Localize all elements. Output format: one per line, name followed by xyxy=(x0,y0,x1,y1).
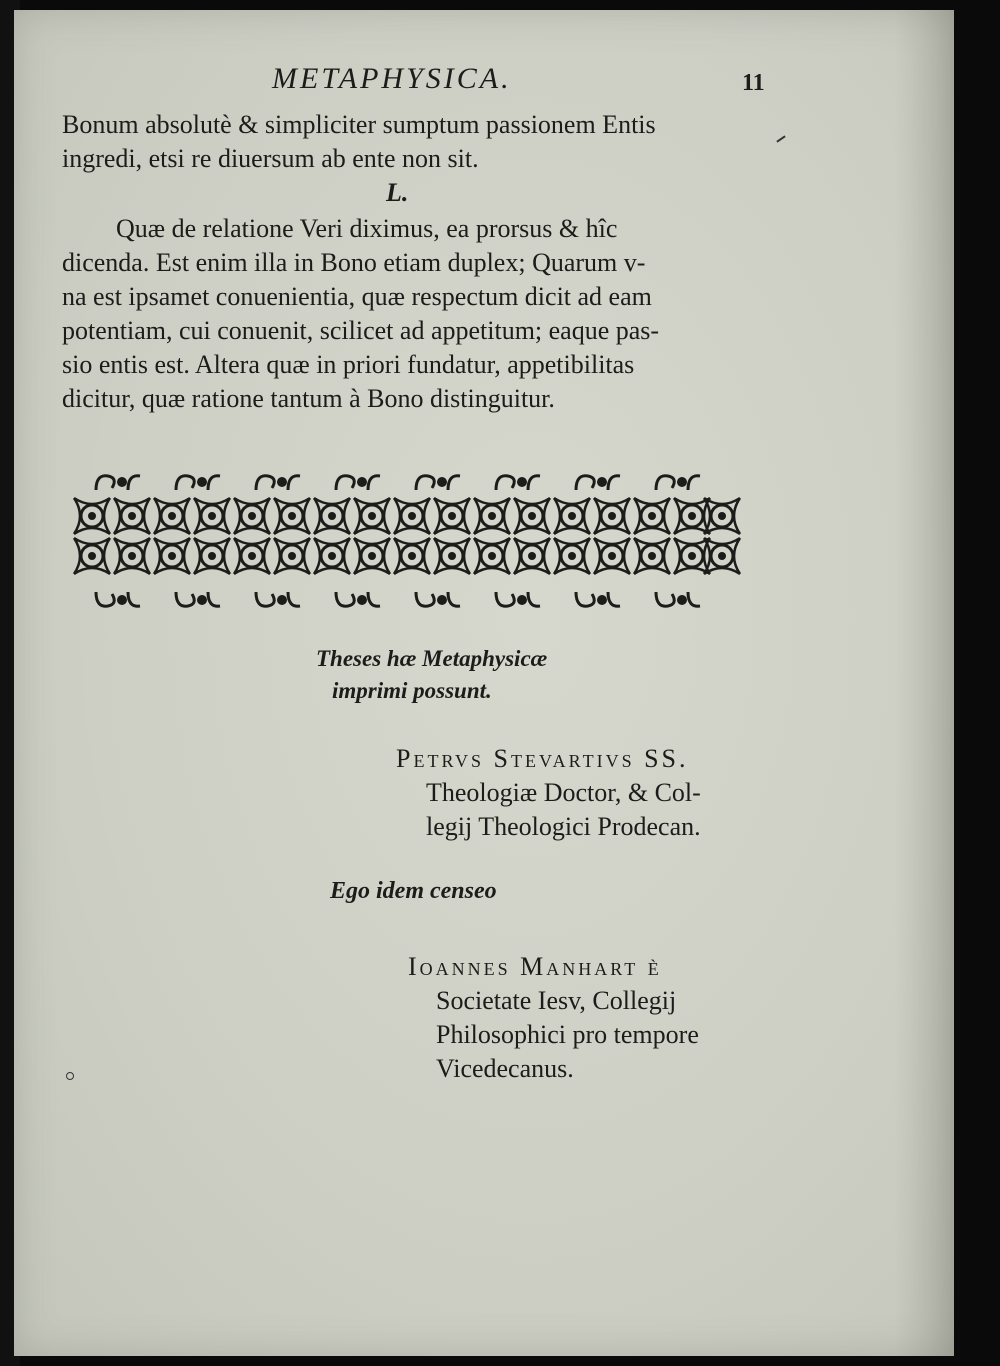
text-line: ingredi, etsi re diuersum ab ente non sit. xyxy=(62,144,479,173)
paper-speck xyxy=(66,1072,74,1080)
book-page xyxy=(14,10,954,1356)
running-title: METAPHYSICA. xyxy=(272,62,512,95)
section-mark: L. xyxy=(386,178,409,207)
imprimatur-line: Theses hæ Metaphysicæ xyxy=(316,646,548,671)
page-shadow xyxy=(894,10,954,1356)
ornament-bottom-row xyxy=(96,592,700,606)
ornament-lattice xyxy=(74,498,740,574)
text-line: Bonum absolutè & simpliciter sumptum passionem Entis xyxy=(62,110,656,139)
text-line: dicenda. Est enim illa in Bono etiam duplex; Quarum v- xyxy=(62,248,646,277)
imprimatur-line: imprimi possunt. xyxy=(332,678,492,703)
ornament-top-row xyxy=(96,476,700,490)
margin-mark xyxy=(776,135,785,142)
concurrence-line: Ego idem censeo xyxy=(330,878,497,904)
approver-name: Petrvs Stevartivs SS. xyxy=(396,744,689,773)
approver-title: Vicedecanus. xyxy=(436,1054,574,1083)
text-line: sio entis est. Altera quæ in priori fundatur, appetibilitas xyxy=(62,350,635,379)
approver-title: legij Theologici Prodecan. xyxy=(426,812,701,841)
text-line: potentiam, cui conuenit, scilicet ad appetitum; eaque pas- xyxy=(62,316,660,345)
fleuron-band-ornament xyxy=(62,466,742,616)
text-line: dicitur, quæ ratione tantum à Bono distinguitur. xyxy=(62,384,555,413)
approver-title: Societate Iesv, Collegij xyxy=(436,986,677,1015)
approver-title: Philosophici pro tempore xyxy=(436,1020,699,1049)
text-line: na est ipsamet conuenientia, quæ respectum dicit ad eam xyxy=(62,282,652,311)
approver-name: Ioannes Manhart è xyxy=(408,952,662,981)
approver-title: Theologiæ Doctor, & Col- xyxy=(426,778,701,807)
text-line: Quæ de relatione Veri diximus, ea prorsus & hîc xyxy=(116,214,618,243)
page-number: 11 xyxy=(742,70,765,96)
